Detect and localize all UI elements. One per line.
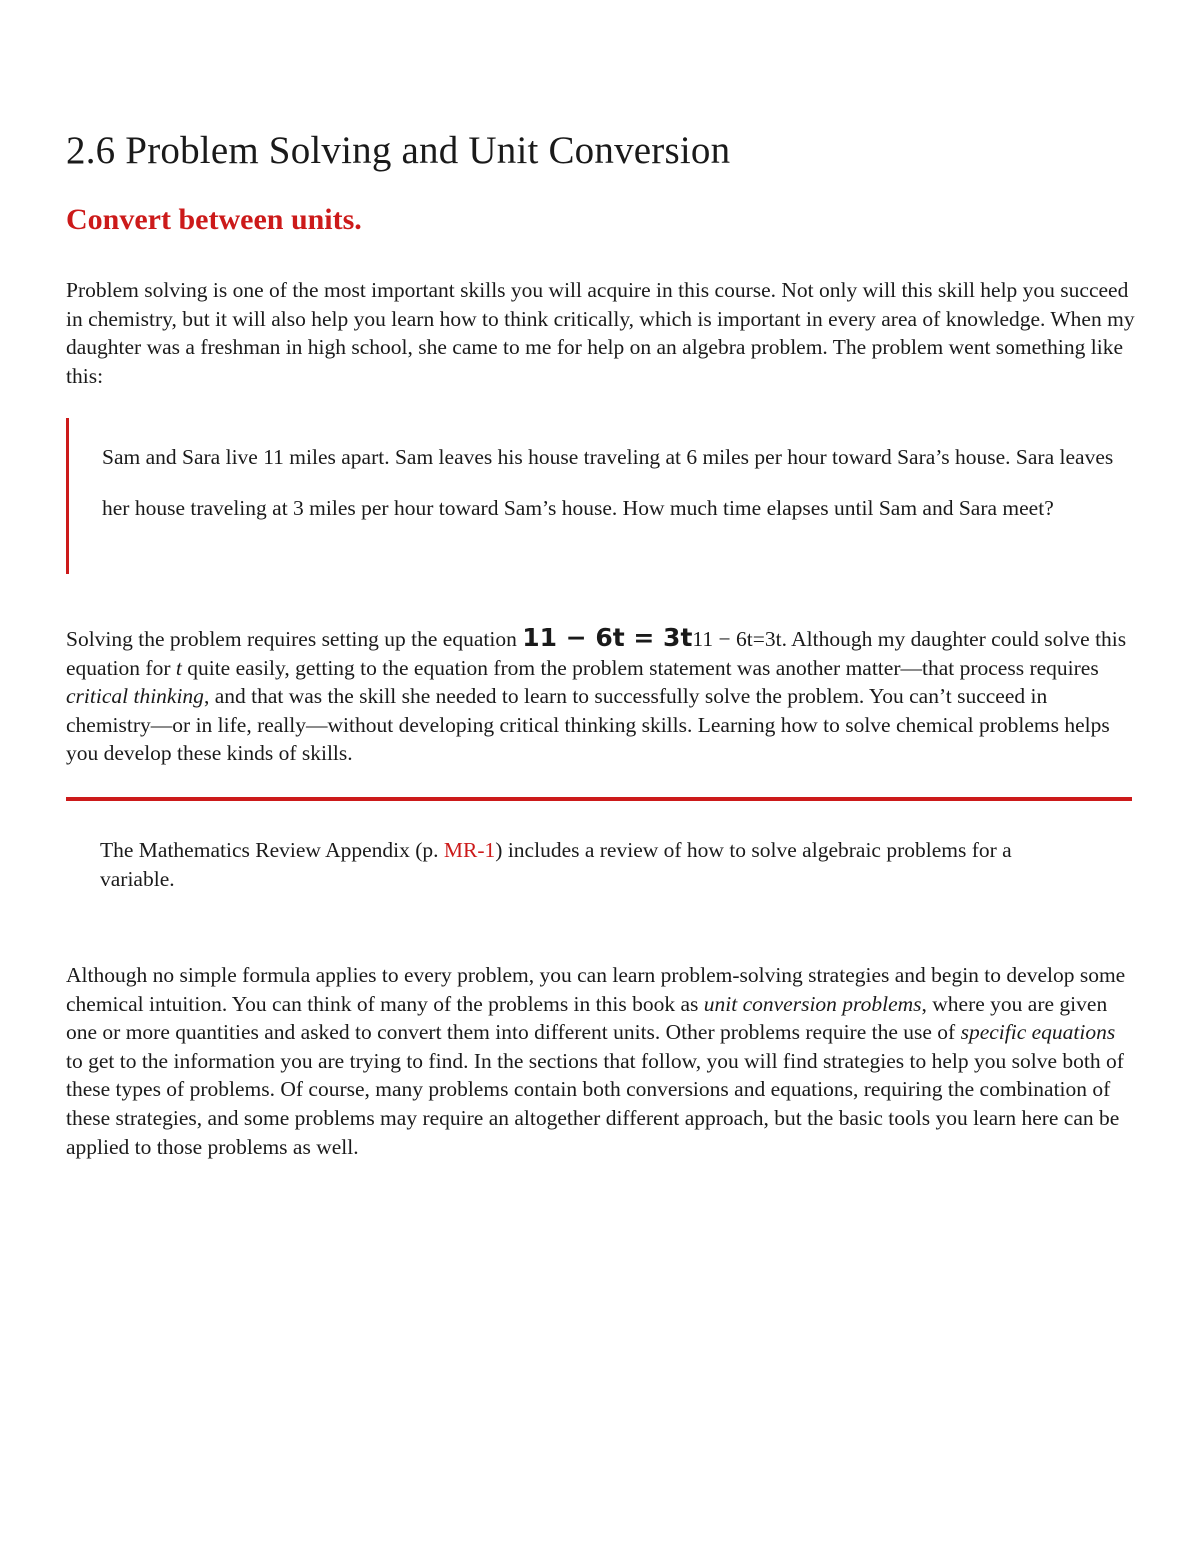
unit-conversion-emphasis: unit conversion problems (703, 991, 922, 1016)
appendix-link[interactable]: MR-1 (443, 838, 496, 862)
appendix-note (100, 836, 1050, 893)
problem-quote-text: Sam and Sara live 11 miles apart. Sam leaves his house traveling at 6 miles per hour toward Sara’s house. Sara leaves her house traveling at 3 miles per hour toward Sam’s house. How much time elapses until Sam and Sara meet? (102, 445, 1114, 520)
solving-text-end: , and that was the skill she needed to learn to successfully solve the problem. You can’t succeed in chemistry—or in life, really—without developing critical thinking skills. Learning how to solve chemical problems helps you develop these kinds of skills. (66, 684, 1110, 766)
closing-paragraph (66, 961, 1136, 1161)
solving-paragraph (66, 624, 1136, 768)
closing-part3: to get to the information you are trying to find. In the sections that follow, you will find strategies to help you solve both of these types of problems. Of course, many problems contain both conversions and equations, requiring the combination of these strategies, and some problems may require an altogether different approach, but the basic tools you learn here can be applied to those problems as well. (66, 1048, 1124, 1159)
variable-t: t (175, 655, 182, 680)
equation-math: 11 − 6t = 3t (522, 623, 693, 652)
note-text-before: The Mathematics Review Appendix (p. (100, 838, 444, 862)
section-title: 2.6 Problem Solving and Unit Conversion (66, 129, 731, 172)
intro-paragraph: Problem solving is one of the most important skills you will acquire in this course. Not only will this skill help you succeed in chemistry, but it will also help you learn how to think critically, which is important in every area of knowledge. When my daughter was a freshman in high school, she came to me for help on an algebra problem. The problem went something like this: (66, 278, 1135, 388)
critical-thinking-emphasis: critical thinking (66, 684, 204, 709)
solving-text-after: . Although my daughter could solve this equation for (66, 627, 1127, 680)
section-subtitle: Convert between units. (66, 203, 362, 236)
solving-text-middle: quite easily, getting to the equation from the problem statement was another matter—that process requires (181, 655, 1099, 680)
closing-part1: Although no simple formula applies to every problem, you can learn problem-solving strategies and begin to develop some chemical intuition. You can think of many of the problems in this book as (66, 963, 1126, 1016)
problem-quote (66, 418, 1129, 574)
equation-text: 11 − 6t=3t (692, 627, 782, 651)
note-text-after: ) includes a review of how to solve algebraic problems for a variable. (100, 838, 1012, 891)
closing-part2: , where you are given one or more quantities and asked to convert them into different units. Other problems require the use of (66, 991, 1108, 1045)
section-divider (66, 797, 1132, 801)
specific-equations-emphasis: specific equations (960, 1020, 1116, 1045)
solving-text-before: Solving the problem requires setting up the equation (66, 627, 523, 651)
